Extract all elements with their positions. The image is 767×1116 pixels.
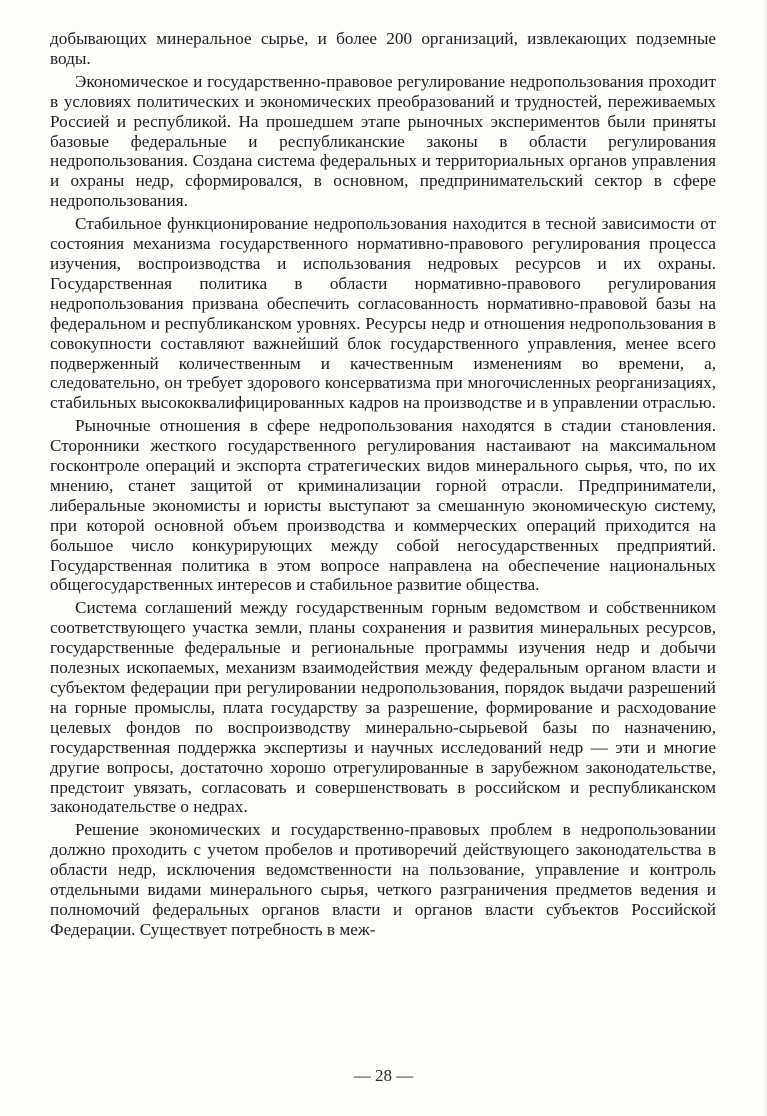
paragraph-6: Решение экономических и государственно-правовых проблем в недропользовании должно проходить с учетом пробелов и противоречий действующего законодательства в области недр, исключения ведомственности на пользование, управление и контроль отдельными видами минерального сырья, четкого разграничения предметов ведения и полномочий федеральных органов власти и органов власти субъектов Российской Федерации. Существует потребность в меж- [50,820,716,939]
paragraph-1: добывающих минеральное сырье, и более 200 организаций, извлекающих подземные воды. [50,29,716,68]
page-edge-shadow [763,0,767,1116]
paragraph-4: Рыночные отношения в сфере недропользования находятся в стадии становления. Сторонники жесткого государственного регулирования настаивают на максимальном госконтроле операций и экспорта стратегических видов минерального сырья, что, по их мнению, станет защитой от криминализации горной отрасли. Предприниматели, либеральные экономисты и юристы выступают за смешанную экономическую систему, при которой основной объем производства и коммерческих операций приходится на большое число конкурирующих между собой негосударственных предприятий. Государственная политика в этом вопросе направлена на обеспечение национальных общегосударственных интересов и стабильное развитие общества. [50,416,716,595]
paragraph-2: Экономическое и государственно-правовое регулирование недропользования проходит в условиях политических и экономических преобразований и трудностей, переживаемых Россией и республикой. На прошедшем этапе рыночных экспериментов были приняты базовые федеральные и республиканские законы в области регулирования недропользования. Создана система федеральных и территориальных органов управления и охраны недр, сформировался, в основном, предпринимательский сектор в сфере недропользования. [50,71,716,211]
page-body-text [50,29,716,943]
paragraph-3: Стабильное функционирование недропользования находится в тесной зависимости от состояния механизма государственного нормативно-правового регулирования процесса изучения, воспроизводства и использования недровых ресурсов и их охраны. Государственная политика в области нормативно-правового регулирования недропользования призвана обеспечить согласованность нормативно-правовой базы на федеральном и республиканском уровнях. Ресурсы недр и отношения недропользования в совокупности составляют важнейший блок государственного управления, менее всего подверженный количественным и качественным изменениям во времени, а, следовательно, он требует здорового консерватизма при многочисленных реорганизациях, стабильных высококвалифицированных кадров на производстве и в управлении отраслью. [50,214,716,413]
page-number: — 28 — [353,1066,414,1085]
paragraph-5: Система соглашений между государственным горным ведомством и собственником соответствующего участка земли, планы сохранения и развития минеральных ресурсов, государственные федеральные и региональные программы изучения недр и добычи полезных ископаемых, механизм взаимодействия между федеральным органом власти и субъектом федерации при регулировании недропользования, порядок выдачи разрешений на горные промыслы, плата государству за разрешение, формирование и расходование целевых фондов по воспроизводству минерально-сырьевой базы по назначению, государственная поддержка экспертизы и научных исследований недр — эти и многие другие вопросы, достаточно хорошо отрегулированные в зарубежном законодательстве, предстоит увязать, согласовать и совершенствовать в российском и республиканском законодательстве о недрах. [50,598,716,817]
